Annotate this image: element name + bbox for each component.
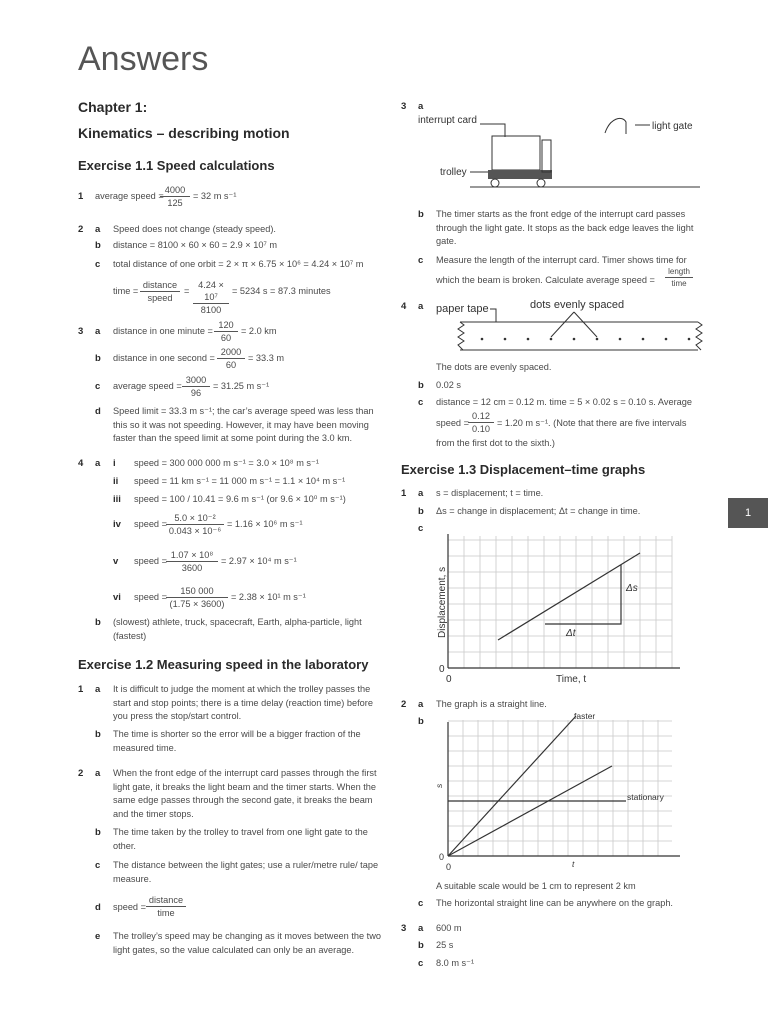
ex13-q2a-text: The graph is a straight line.: [436, 699, 547, 709]
tape-pointer: [490, 309, 496, 322]
question-number: 2: [78, 768, 84, 779]
question-number: 1: [78, 684, 84, 695]
q4avi-fraction: [166, 585, 228, 610]
q4c-text3: from the first dot to the sixth.): [436, 438, 555, 448]
ex12-q2d-pre: speed =: [113, 902, 146, 912]
frac-num: 3000: [182, 374, 210, 387]
q1-post: = 32 m s⁻¹: [193, 191, 237, 201]
q4aiv-post: = 1.16 × 10⁶ m s⁻¹: [227, 519, 303, 529]
part-label: b: [95, 240, 101, 251]
q4c-fraction: [468, 410, 494, 435]
dot: [573, 338, 576, 341]
part-label: a: [418, 488, 424, 499]
dot: [688, 338, 691, 341]
interrupt-card-shape: [492, 136, 540, 170]
ex13-q1a-text: s = displacement; t = time.: [436, 488, 544, 498]
part-label: b: [95, 827, 101, 838]
q3a-post: = 2.0 km: [241, 326, 277, 336]
delta-s-label: Δs: [626, 583, 638, 594]
chapter-subtitle: Kinematics – describing motion: [78, 125, 290, 141]
dot: [504, 338, 507, 341]
stationary-label: stationary: [627, 792, 664, 802]
q3a-fraction: [214, 319, 238, 344]
dot: [619, 338, 622, 341]
q2a-text: Speed does not change (steady speed).: [113, 224, 276, 234]
q2c-time-post: = 5234 s = 87.3 minutes: [232, 286, 331, 296]
part-label: b: [95, 729, 101, 740]
dots-label: dots evenly spaced: [530, 299, 625, 311]
ex13-q1b-text: Δs = change in displacement; Δt = change in time.: [436, 506, 641, 516]
trolley-light-gate-diagram: [410, 110, 710, 195]
displacement-line: [498, 553, 640, 640]
frac-den: speed: [147, 293, 173, 303]
q4aiv-fraction: [166, 512, 224, 537]
part-label: b: [418, 380, 424, 391]
exercise-1-3-heading: Exercise 1.3 Displacement–time graphs: [401, 462, 646, 477]
q2b-text: distance = 8100 × 60 × 60 = 2.9 × 10⁷ m: [113, 240, 277, 250]
part-label: a: [95, 458, 101, 469]
q2c-time-pre: time =: [113, 286, 139, 296]
dots-pointer: [574, 312, 597, 337]
part-label: a: [95, 684, 101, 695]
part-label: b: [418, 506, 424, 517]
frac-num: 1.07 × 10⁸: [166, 549, 218, 562]
part-label: a: [418, 923, 424, 934]
q3b-light-gate-text: The timer starts as the front edge of the interrupt card passes through the light gate. It stops as the back edge leaves the light gate.: [436, 209, 694, 246]
tape-left-tear: [458, 322, 464, 350]
question-number: 3: [78, 326, 84, 337]
q3c-text: Measure the length of the interrupt card. Timer shows time for: [436, 255, 687, 265]
frac-den: time: [671, 279, 687, 288]
ex12-q1b-text: The time is shorter so the error will be a bigger fraction of the measured time.: [113, 729, 361, 753]
trolley-label: trolley: [440, 167, 467, 178]
frac-den: 60: [220, 333, 232, 343]
page-number-tab: 1: [728, 498, 768, 528]
part-label: c: [95, 860, 101, 871]
q1-num: 4000: [160, 184, 190, 197]
x-axis-label: t: [572, 859, 575, 869]
frac-num: distance: [140, 279, 180, 292]
frac-den: 60: [225, 360, 237, 370]
chapter-label: Chapter 1:: [78, 99, 148, 115]
dots-pointer: [551, 312, 574, 337]
dot: [642, 338, 645, 341]
q3d-text: Speed limit = 33.3 m s⁻¹; the car’s average speed was less than this so it was not speeding. However, it may have been moving faster than the speed limit at some point during the 3.0 km.: [113, 406, 374, 443]
part-label: c: [418, 958, 424, 969]
dot: [481, 338, 484, 341]
equals: =: [184, 286, 190, 296]
part-label: c: [418, 397, 424, 408]
scale-note: A suitable scale would be 1 cm to represent 2 km: [436, 881, 636, 891]
q4c-pre: speed =: [436, 418, 469, 428]
q4aiv-pre: speed =: [134, 519, 167, 529]
frac-den: 0.10: [472, 424, 490, 434]
paper-tape-label: paper tape: [436, 303, 489, 315]
card-pointer: [480, 124, 505, 137]
ex12-q2d-fraction: [146, 894, 186, 919]
part-label: c: [418, 523, 424, 534]
ex12-q2b-text: The time taken by the trolley to travel from one light gate to the other.: [113, 827, 368, 851]
exercise-1-2-heading: Exercise 1.2 Measuring speed in the laboratory: [78, 657, 369, 672]
ex12-q2e-text: The trolley’s speed may be changing as it moves between the two light gates, so the value calculated can only be an average.: [113, 931, 381, 955]
tape-right-tear: [696, 322, 702, 350]
q3c-post: = 31.25 m s⁻¹: [213, 381, 270, 391]
part-label: c: [418, 898, 424, 909]
question-number: 1: [401, 488, 407, 499]
q2c-text: total distance of one orbit = 2 × π × 6.75 × 10⁶ = 4.24 × 10⁷ m: [113, 259, 364, 269]
q4b-right-text: 0.02 s: [436, 380, 462, 390]
q4av-fraction: [166, 549, 218, 574]
frac-den: 96: [190, 388, 202, 398]
y-axis-label: s: [434, 783, 444, 788]
roman-label: iv: [113, 519, 121, 530]
page-title: Answers: [78, 40, 209, 78]
q4av-pre: speed =: [134, 556, 167, 566]
q3b-fraction: [217, 346, 245, 371]
part-label: c: [95, 381, 101, 392]
tape-caption: The dots are evenly spaced.: [436, 362, 552, 372]
faster-label: faster: [574, 711, 596, 721]
frac-num: 150 000: [166, 585, 228, 598]
origin-x-label: 0: [446, 862, 452, 872]
question-number: 2: [401, 699, 407, 710]
frac-num: 2000: [217, 346, 245, 359]
part-label: a: [95, 224, 101, 235]
q3a-pre: distance in one minute =: [113, 326, 213, 336]
paper-tape-diagram: [430, 292, 715, 357]
ex13-q3b-text: 25 s: [436, 940, 454, 950]
part-label: c: [418, 255, 424, 266]
frac-den: 0.043 × 10⁻⁶: [168, 526, 222, 536]
q1-fraction: [160, 184, 190, 209]
ex13-q2c-text: The horizontal straight line can be anywhere on the graph.: [436, 898, 673, 908]
part-label: b: [95, 617, 101, 628]
q3c-fraction: [665, 266, 693, 289]
q4av-post: = 2.97 × 10⁴ m s⁻¹: [221, 556, 297, 566]
frac-num: distance: [146, 894, 186, 907]
dot: [596, 338, 599, 341]
y-axis-label: Displacement, s: [437, 566, 448, 638]
delta-t-label: Δt: [566, 628, 576, 639]
frac-num: 4.24 × 10⁷: [193, 279, 229, 304]
roman-label: i: [113, 458, 116, 469]
question-number: 1: [78, 191, 84, 202]
frac-den: (1.75 × 3600): [169, 599, 225, 609]
ex12-q2c-text: The distance between the light gates; use a ruler/metre rule/ tape measure.: [113, 860, 379, 884]
tape-dots: [481, 338, 691, 341]
interrupt-card-label: interrupt card: [418, 115, 477, 126]
ex12-q1a-text: It is difficult to judge the moment at which the trolley passes the start and stop points; there is a time delay (reaction time) before you press the stop/start control.: [113, 684, 373, 721]
part-label: b: [418, 940, 424, 951]
origin-y-label: 0: [439, 852, 445, 862]
frac-den: 3600: [181, 563, 203, 573]
q3c-pre: average speed =: [113, 381, 182, 391]
dot: [550, 338, 553, 341]
q4b-text: (slowest) athlete, truck, spacecraft, Earth, alpha-particle, light (fastest): [113, 617, 362, 641]
frac-den: 8100: [200, 305, 222, 315]
part-label: a: [95, 326, 101, 337]
ex13-q3c-text: 8.0 m s⁻¹: [436, 958, 475, 968]
q1-pre: average speed =: [95, 191, 164, 201]
faster-line: [448, 716, 576, 856]
part-label: b: [95, 353, 101, 364]
q2c-fraction-1: [140, 279, 180, 304]
roman-label: iii: [113, 494, 121, 505]
question-number: 2: [78, 224, 84, 235]
q4c-post: = 1.20 m s⁻¹. (Note that there are five intervals: [497, 418, 687, 428]
gradient-triangle: [545, 565, 621, 624]
q4c-text: distance = 12 cm = 0.12 m. time = 5 × 0.02 s = 0.10 s. Average: [436, 397, 692, 407]
question-number: 4: [401, 301, 407, 312]
roman-label: v: [113, 556, 119, 567]
q4ai-text: speed = 300 000 000 m s⁻¹ = 3.0 × 10⁸ m s⁻¹: [134, 458, 319, 468]
q3b-post: = 33.3 m: [248, 353, 285, 363]
ex12-q2a-text: When the front edge of the interrupt card passes through the first light gate, it breaks the light beam and the timer starts. When the same edge passes through the second gate, it breaks the beam and the timer stops.: [113, 768, 377, 819]
light-gate-label: light gate: [652, 121, 693, 132]
dot: [527, 338, 530, 341]
roman-label: vi: [113, 592, 121, 603]
question-number: 4: [78, 458, 84, 469]
frac-den: time: [157, 908, 175, 918]
light-gate-shape: [605, 118, 626, 134]
part-label: c: [95, 259, 101, 270]
speed-comparison-graph: [430, 708, 700, 878]
exercise-1-1-heading: Exercise 1.1 Speed calculations: [78, 158, 275, 173]
part-label: a: [418, 699, 424, 710]
q4avi-pre: speed =: [134, 592, 167, 602]
origin-x-label: 0: [446, 674, 452, 685]
origin-y-label: 0: [439, 664, 445, 675]
frac-num: 120: [214, 319, 238, 332]
dot: [665, 338, 668, 341]
roman-label: ii: [113, 476, 119, 487]
trolley-back: [542, 140, 551, 172]
displacement-time-graph: [430, 520, 700, 690]
wheel: [537, 179, 545, 187]
part-label: d: [95, 406, 101, 417]
q4aiii-text: speed = 100 / 10.41 = 9.6 m s⁻¹ (or 9.6 × 10⁰ m s⁻¹): [134, 494, 346, 504]
q1-den: 125: [167, 198, 183, 208]
ex13-q3a-text: 600 m: [436, 923, 462, 933]
part-label: e: [95, 931, 101, 942]
part-label: a: [418, 301, 424, 312]
part-label: b: [418, 209, 424, 220]
question-number: 3: [401, 923, 407, 934]
frac-num: 5.0 × 10⁻²: [166, 512, 224, 525]
q3c-fraction: [182, 374, 210, 399]
q2c-fraction-2: [193, 279, 229, 316]
q3c-text2: which the beam is broken. Calculate average speed =: [436, 275, 655, 285]
x-axis-label: Time, t: [556, 674, 587, 685]
frac-num: length: [665, 266, 693, 278]
q3b-pre: distance in one second =: [113, 353, 215, 363]
wheel: [491, 179, 499, 187]
frac-num: 0.12: [468, 410, 494, 423]
part-label: a: [418, 101, 424, 112]
part-label: a: [95, 768, 101, 779]
q4aii-text: speed = 11 km s⁻¹ = 11 000 m s⁻¹ = 1.1 × 10⁴ m s⁻¹: [134, 476, 346, 486]
part-label: d: [95, 902, 101, 913]
grid: [448, 720, 672, 856]
part-label: b: [418, 716, 424, 727]
question-number: 3: [401, 101, 407, 112]
q4avi-post: = 2.38 × 10¹ m s⁻¹: [231, 592, 306, 602]
